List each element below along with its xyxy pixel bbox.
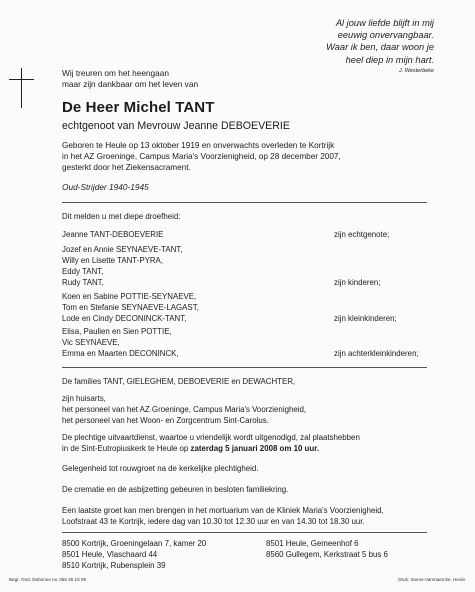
address-line: 8501 Heule, Gemeenhof 6 xyxy=(266,539,359,548)
mortuary-line: Een laatste groet kan men brengen in het mortuarium van de Kliniek Maria's Voorzienigheid, xyxy=(62,506,384,515)
list-item: het personeel van het AZ Groeninge, Campus Maria's Voorzienigheid, xyxy=(62,404,307,414)
announce-line: Dit melden u met diepe droefheid: xyxy=(62,212,181,221)
relation-label: zijn echtgenote; xyxy=(334,230,390,239)
veteran-line: Oud-Strijder 1940-1945 xyxy=(62,182,149,192)
list-item: Eddy TANT, xyxy=(62,266,104,276)
funeral-invitation xyxy=(62,433,360,455)
funeral-line xyxy=(62,444,360,455)
poem xyxy=(326,17,434,76)
grandchildren-list xyxy=(62,292,199,325)
intro-line: Wij treuren om het heengaan xyxy=(62,68,170,78)
list-item: het personeel van het Woon- en Zorgcentrum Sint-Carolus. xyxy=(62,415,269,425)
funeral-line: De plechtige uitvaartdienst, waartoe u vriendelijk wordt uitgenodigd, zal plaatshebben xyxy=(62,433,360,442)
list-item: Tom en Stefanie SEYNAEVE-LAGAST, xyxy=(62,302,199,312)
care-list xyxy=(62,394,306,427)
addresses-right xyxy=(266,539,388,561)
list-item: Lode en Cindy DECONINCK-TANT, xyxy=(62,313,187,323)
intro-line: maar zijn dankbaar om het leven van xyxy=(62,79,199,90)
addresses-left xyxy=(62,539,206,572)
children-list xyxy=(62,245,182,289)
birth-death-line: in het AZ Groeninge, Campus Maria's Voorzienigheid, op 28 december 2007, xyxy=(62,152,341,162)
birth-death-text xyxy=(62,140,341,174)
footer-undertaker: Begr. Ond. Debonne nv, 056 35 15 09 xyxy=(9,577,87,582)
poem-author: J. Westerbeke xyxy=(398,67,434,74)
relation-label: zijn achterkleinkinderen; xyxy=(334,349,419,358)
list-item: Vic SEYNAEVE, xyxy=(62,337,120,347)
mortuary-line: Loofstraat 43 te Kortrijk, iedere dag van 10.30 tot 12.30 uur en van 14.30 tot 18.30 uur. xyxy=(62,516,365,526)
list-item: Elisa, Paulien en Sien POTTIE, xyxy=(62,327,172,336)
funeral-date: zaterdag 5 januari 2008 om 10 uur. xyxy=(190,443,320,453)
list-item: Emma en Maarten DECONINCK, xyxy=(62,348,179,358)
list-item: Koen en Sabine POTTIE-SEYNAEVE, xyxy=(62,292,197,301)
relation-label: zijn kleinkinderen; xyxy=(334,314,397,323)
address-line: 8501 Heule, Vlaschaard 44 xyxy=(62,549,158,559)
list-item: Willy en Lisette TANT-PYRA, xyxy=(62,255,163,265)
poem-line: Al jouw liefde blijft in mij xyxy=(335,18,434,28)
address-line: 8500 Kortrijk, Groeningelaan 7, kamer 20 xyxy=(62,539,207,548)
list-item: Rudy TANT, xyxy=(62,277,104,287)
mortuary-text xyxy=(62,506,384,528)
birth-death-line: Geboren te Heule op 13 oktober 1919 en onverwachts overleden te Kortrijk xyxy=(62,141,335,150)
poem-line: heel diep in mijn hart. xyxy=(345,54,434,65)
poem-line: eeuwig onvervangbaar. xyxy=(337,30,434,41)
family-spouse: Jeanne TANT-DEBOEVERIE xyxy=(62,230,164,239)
condolence-line: Gelegenheid tot rouwgroet na de kerkelijke plechtigheid. xyxy=(62,464,259,473)
footer-printer: Druk: Soens-Vanmaercke, Heule xyxy=(398,577,465,582)
intro-text xyxy=(62,68,198,91)
cremation-line: De crematie en de asbijzetting gebeuren in besloten familiekring. xyxy=(62,485,289,494)
greatgrandchildren-list xyxy=(62,327,179,360)
divider xyxy=(62,367,427,368)
poem-line: Waar ik ben, daar woon je xyxy=(326,42,434,53)
funeral-location: in de Sint-Eutropiuskerk te Heule op xyxy=(62,443,191,453)
spouse-line: echtgenoot van Mevrouw Jeanne DEBOEVERIE xyxy=(62,120,290,132)
address-line: 8510 Kortrijk, Rubensplein 39 xyxy=(62,560,166,570)
list-item: Jozef en Annie SEYNAEVE-TANT, xyxy=(62,245,183,254)
divider xyxy=(62,532,427,533)
address-line: 8560 Gullegem, Kerkstraat 5 bus 6 xyxy=(266,549,388,559)
families-line: De families TANT, GIELEGHEM, DEBOEVERIE en DEWACHTER, xyxy=(62,377,296,386)
deceased-name: De Heer Michel TANT xyxy=(62,99,215,116)
divider xyxy=(62,202,427,203)
birth-death-line: gesterkt door het Ziekensacrament. xyxy=(62,163,191,173)
list-item: zijn huisarts, xyxy=(62,394,106,403)
relation-label: zijn kinderen; xyxy=(334,278,381,287)
